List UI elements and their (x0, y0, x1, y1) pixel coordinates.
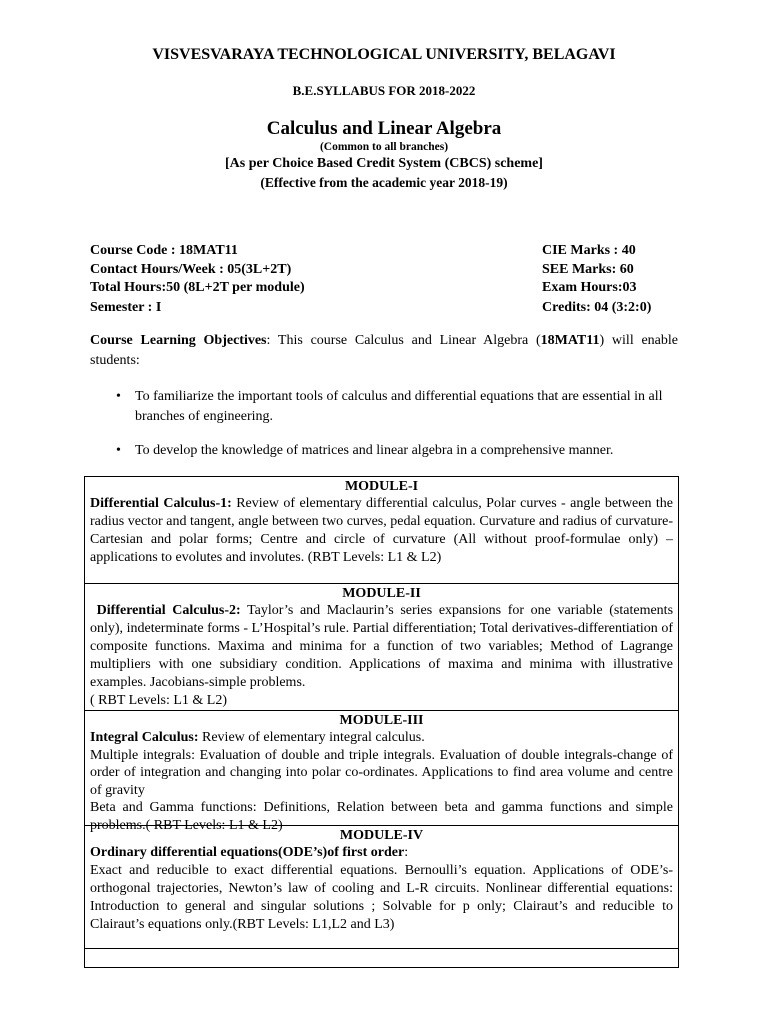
module-text: Review of elementary integral calculus. (198, 730, 425, 745)
bullet-icon: • (116, 389, 121, 404)
contact-hours: Contact Hours/Week : 05(3L+2T) (90, 262, 292, 277)
module-content (85, 602, 678, 710)
module-4 (85, 826, 678, 949)
cbcs-note: [As per Choice Based Credit System (CBCS) scheme] (225, 156, 543, 171)
module-content (85, 495, 678, 567)
effective-note: (Effective from the academic year 2018-19) (260, 175, 508, 190)
module-content (85, 844, 678, 934)
modules-table (84, 476, 679, 968)
cie-marks: CIE Marks : 40 (542, 243, 636, 258)
objective-text: To develop the knowledge of matrices and linear algebra in a comprehensive manner. (135, 443, 614, 458)
empty-row (85, 949, 678, 967)
objectives-code: 18MAT11 (540, 333, 600, 348)
objectives-label: Course Learning Objectives (90, 333, 267, 348)
exam-hours: Exam Hours:03 (542, 280, 637, 295)
module-2 (85, 584, 678, 711)
module-text: Taylor’s and Maclaurin’s series expansions for one variable (statements only), indeterminate forms - L’Hospital’s rule. Partial differentiation; Total derivatives-differentiation of composite functions. Maxima and minima for a function of two variables; Method of Lagrange multipliers with one subsidiary condition. Applications of maxima and minima with illustrative examples. Jacobians-simple problems. (90, 603, 674, 690)
module-heading: MODULE-III (339, 713, 424, 728)
see-marks: SEE Marks: 60 (542, 262, 634, 277)
module-text: Beta and Gamma functions: Definitions, Relation between beta and gamma functions and simple problems.( RBT Levels: L1 & L2) (90, 800, 673, 833)
credits: Credits: 04 (3:2:0) (542, 300, 652, 315)
module-topic: Integral Calculus: (90, 730, 199, 745)
module-heading: MODULE-II (342, 586, 421, 601)
bullet-icon: • (116, 443, 121, 458)
module-text: Multiple integrals: Evaluation of double and triple integrals. Evaluation of double integrals-change of order of integration and changing into polar co-ordinates. Applications to find area volume and centre of gravity (90, 747, 673, 798)
module-heading: MODULE-I (344, 479, 419, 494)
objectives-intro: : This course Calculus and Linear Algebra ( (266, 333, 541, 348)
module-topic: Ordinary differential equations(ODE’s)of first order (90, 845, 405, 860)
total-hours: Total Hours:50 (8L+2T per module) (90, 280, 305, 295)
learning-objectives (90, 331, 678, 370)
module-1 (85, 477, 678, 584)
module-text: Exact and reducible to exact differential equations. Bernoulli’s equation. Applications of ODE’s-orthogonal trajectories, Newton’s law of cooling and L-R circuits. Nonlinear differential equations: Introduction to general and singular solutions ; Solvable for p only; Clairaut’s and reducible to Clairaut’s equations only.(RBT Levels: L1,L2 and L3) (90, 863, 673, 932)
common-note: (Common to all branches) (319, 141, 449, 153)
course-code: Course Code : 18MAT11 (90, 243, 238, 258)
objective-text: To familiarize the important tools of calculus and differential equations that are essential in all branches of engineering. (135, 389, 663, 424)
course-title: Calculus and Linear Algebra (266, 118, 502, 139)
module-text: Review of elementary differential calculus, Polar curves - angle between the radius vector and tangent, angle between two curves, pedal equation. Curvature and radius of curvature- Cartesian and polar forms; Centre and circle of curvature (All without proof-formulae only) –applications to evolutes and involutes. (RBT Levels: L1 & L2) (90, 496, 673, 565)
module-heading: MODULE-IV (339, 828, 424, 843)
syllabus-years: B.E.SYLLABUS FOR 2018-2022 (292, 83, 476, 98)
module-3 (85, 711, 678, 833)
module-colon: : (404, 845, 409, 860)
university-name: VISVESVARAYA TECHNOLOGICAL UNIVERSITY, BELAGAVI (152, 46, 616, 63)
module-topic: Differential Calculus-2: (96, 603, 241, 618)
module-levels: ( RBT Levels: L1 & L2) (90, 693, 227, 708)
semester: Semester : I (90, 300, 162, 315)
objectives-outro: ) will enable students: (90, 333, 678, 368)
module-topic: Differential Calculus-1: (90, 496, 232, 511)
module-content (85, 729, 678, 834)
